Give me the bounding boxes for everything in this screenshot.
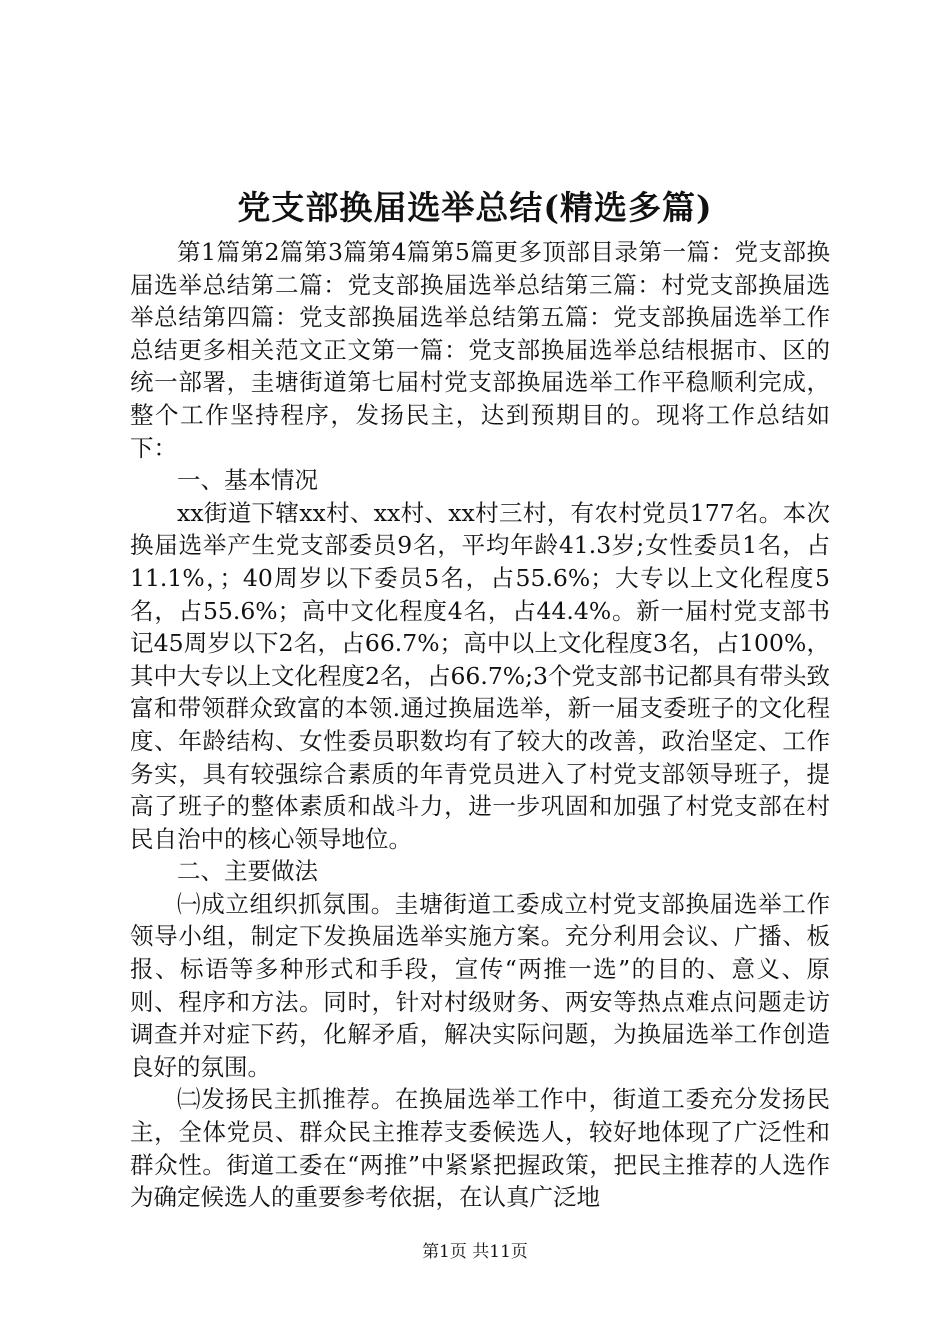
document-body — [130, 236, 830, 1214]
document-title: 党支部换届选举总结(精选多篇) — [237, 188, 713, 227]
section-heading-main-practices: 二、主要做法 — [177, 857, 318, 886]
section-heading-basic-situation: 一、基本情况 — [177, 466, 318, 495]
page-number-footer: 第1页 共11页 — [422, 1242, 528, 1262]
basic-situation-paragraph: xx街道下辖xx村、xx村、xx村三村，有农村党员177名。本次换届选举产生党支部委员9名，平均年龄41.3岁;女性委员1名，占11.1%，；40周岁以下委员5名，占55.6%；大专以上文化程度5名，占55.6%；高中文化程度4名，占44.4%。新一届村党支部书记45周岁以下2名，占66.7%；高中以上文化程度3名，占100%，其中大专以上文化程度2名，占66.7%;3个党支部书记都具有带头致富和带领群众致富的本领.通过换届选举，新一届支委班子的文化程度、年龄结构、女性委员职数均有了较大的改善，政治坚定、工作务实，具有较强综合素质的年青党员进入了村党支部领导班子，提高了班子的整体素质和战斗力，进一步巩固和加强了村党支部在村民自治中的核心领导地位。 — [130, 498, 830, 853]
practice-paragraph-1: ㈠成立组织抓氛围。圭塘街道工委成立村党支部换届选举工作领导小组，制定下发换届选举实施方案。充分利用会议、广播、板报、标语等多种形式和手段，宣传“两推一选”的目的、意义、原则、程序和方法。同时，针对村级财务、两安等热点难点问题走访调查并对症下药，化解矛盾，解决实际问题，为换届选举工作创造良好的氛围。 — [130, 889, 830, 1081]
practice-paragraph-2: ㈡发扬民主抓推荐。在换届选举工作中，街道工委充分发扬民主，全体党员、群众民主推荐支委候选人，较好地体现了广泛性和群众性。街道工委在“两推”中紧紧把握政策，把民主推荐的人选作为确定候选人的重要参考依据，在认真广泛地 — [130, 1085, 830, 1212]
intro-paragraph: 第1篇第2篇第3篇第4篇第5篇更多顶部目录第一篇：党支部换届选举总结第二篇：党支部换届选举总结第三篇：村党支部换届选举总结第四篇：党支部换届选举总结第五篇：党支部换届选举工作总结更多相关范文正文第一篇：党支部换届选举总结根据市、区的统一部署，圭塘街道第七届村党支部换届选举工作平稳顺利完成，整个工作坚持程序，发扬民主，达到预期目的。现将工作总结如下： — [130, 238, 830, 462]
